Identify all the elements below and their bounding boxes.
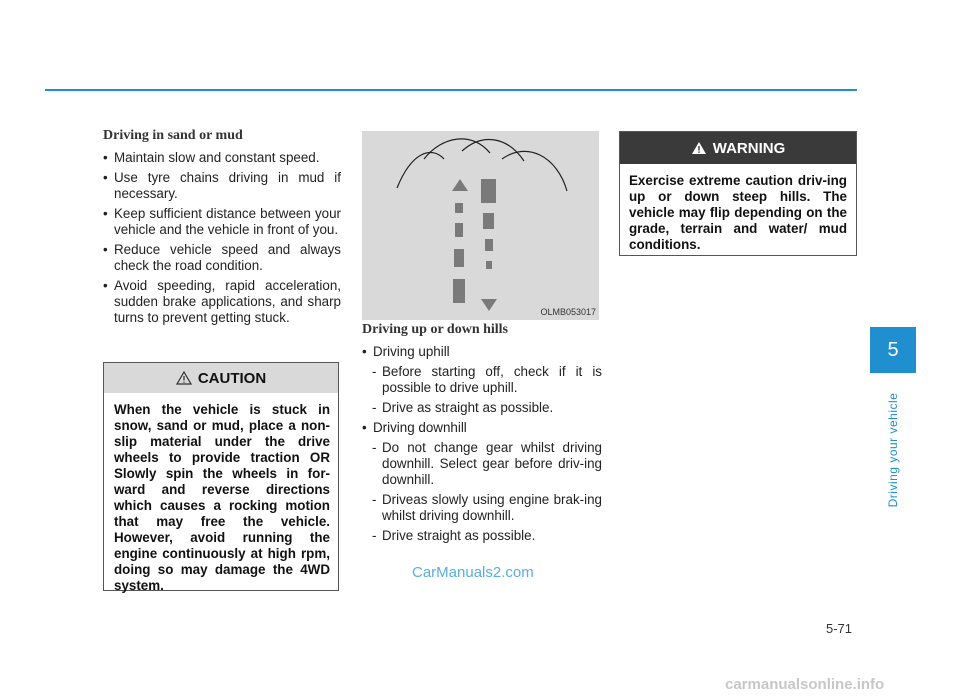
hills-section (362, 322, 602, 548)
hills-heading: Driving up or down hills (362, 322, 509, 337)
hill-illustration (362, 131, 599, 320)
sand-mud-heading: Driving in sand or mud (103, 128, 243, 143)
uphill-list (362, 344, 602, 360)
figure-caption: OLMB053017 (540, 307, 596, 317)
warning-text: Exercise extreme caution driv-ing up or down steep hills. The vehicle may flip depending on the grade, terrain and water/ mud conditions. (629, 173, 847, 252)
sand-mud-section (103, 128, 341, 330)
watermark-bottom: carmanualsonline.info (725, 676, 885, 693)
list-item: - Before starting off, check if it is possible to drive uphill. (372, 364, 602, 395)
caution-label: CAUTION (197, 369, 267, 387)
warning-label: WARNING (712, 139, 786, 157)
list-item: • Use tyre chains driving in mud if necessary. (103, 170, 341, 202)
sand-mud-list (103, 150, 341, 326)
list-item: • Maintain slow and constant speed. (103, 150, 341, 166)
caution-header (104, 363, 338, 393)
downhill-list (362, 420, 602, 436)
list-item: • Avoid speeding, rapid acceleration, sudden brake applications, and sharp turns to prevent getting stuck. (103, 278, 341, 326)
chapter-tab: 5 (870, 327, 916, 373)
watermark-top: CarManuals2.com (412, 564, 534, 581)
warning-header (620, 132, 856, 164)
hill-diagram-icon (362, 131, 599, 320)
top-rule (45, 89, 857, 91)
warning-triangle-icon (691, 141, 707, 155)
caution-triangle-icon (176, 371, 192, 385)
list-item: - Driveas slowly using engine brak-ing whilst driving downhill. (372, 492, 602, 523)
list-item: - Do not change gear whilst driving downhill. Select gear before driv-ing downhill. (372, 440, 602, 487)
warning-box (619, 131, 857, 256)
downhill-label: • Driving downhill (362, 420, 602, 436)
list-item: - Drive as straight as possible. (372, 400, 554, 415)
list-item: • Reduce vehicle speed and always check the road condition. (103, 242, 341, 274)
uphill-label: • Driving uphill (362, 344, 602, 360)
list-item: - Drive straight as possible. (372, 528, 536, 543)
caution-text: When the vehicle is stuck in snow, sand or mud, place a non-slip material under the drive wheels to provide traction OR Slowly spin the wheels in for-ward and reverse directions which causes a rocking motion that may free the vehicle. However, avoid running the engine continuously at high rpm, doing so may damage the 4WD system. (114, 402, 330, 593)
chapter-title: Driving your vehicle (886, 392, 900, 508)
list-item: • Keep sufficient distance between your vehicle and the vehicle in front of you. (103, 206, 341, 238)
page-number: 5-71 (826, 621, 853, 636)
caution-box (103, 362, 339, 591)
